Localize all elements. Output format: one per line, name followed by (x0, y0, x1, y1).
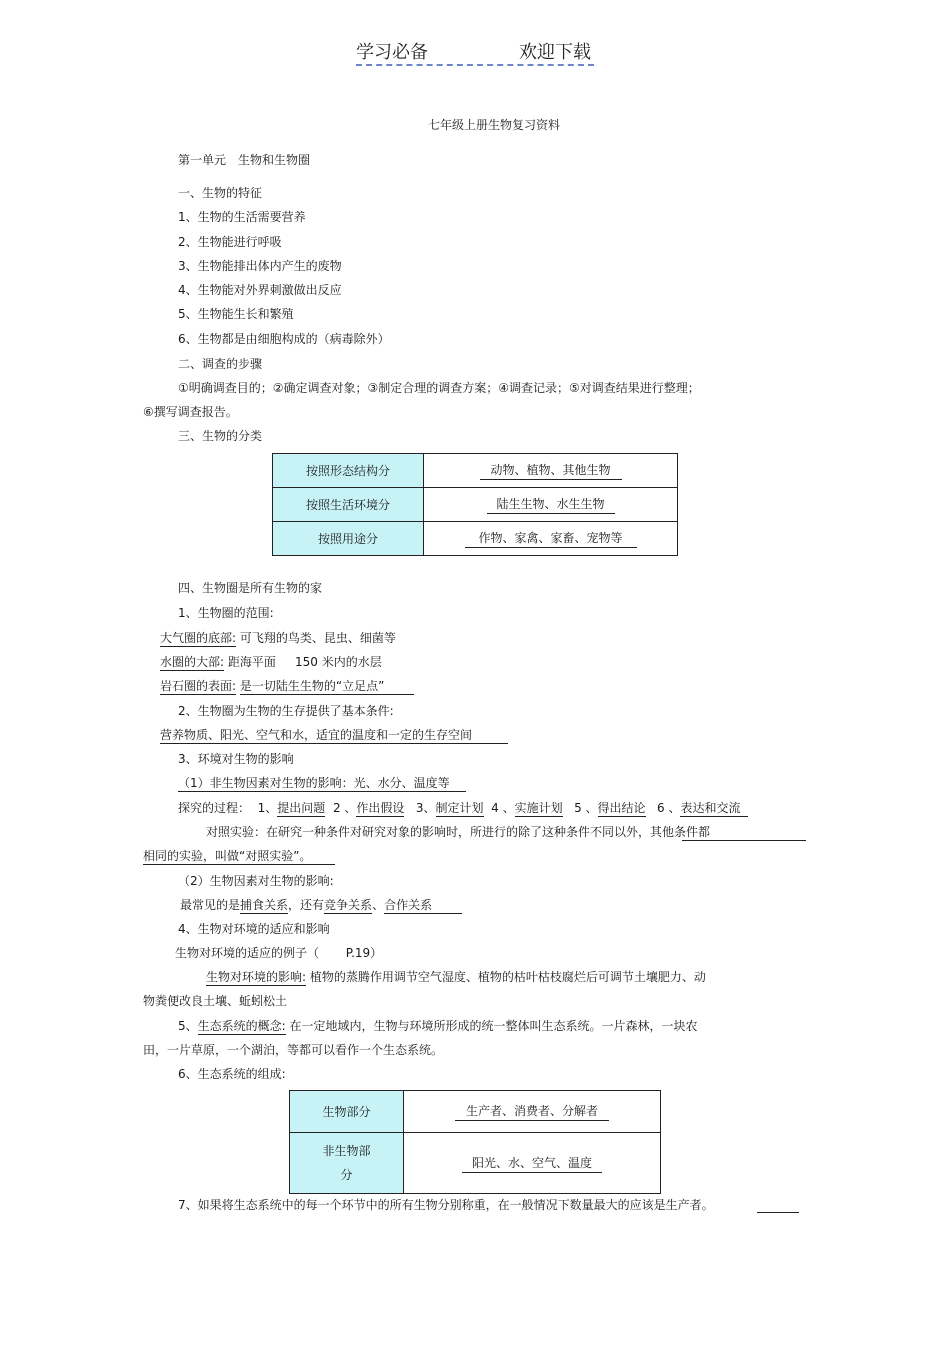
s1-heading: 一、生物的特征 (178, 186, 263, 200)
unit-heading: 第一单元 生物和生物圈 (178, 153, 311, 167)
eco-line2: 田，一片草原，一个湖泊，等都可以看作一个生态系统。 (143, 1043, 444, 1057)
step-text: 得出结论 (597, 801, 646, 815)
cond-line (160, 727, 508, 743)
env2-competition: 竞争关系 (324, 898, 373, 912)
env1-line (178, 775, 466, 791)
env2-title: （2）生物因素对生物的影响: (178, 874, 334, 888)
env-title: 3、环境对生物的影响 (178, 752, 294, 766)
cond-title: 2、生物圈为生物的生存提供了基本条件: (178, 704, 394, 718)
impact-label: 生物对环境的影响: (206, 970, 307, 984)
step-num: 3、 (415, 801, 436, 815)
classification-table (272, 453, 678, 556)
env2-line (180, 897, 462, 913)
s1-item: 5、生物能生长和繁殖 (178, 307, 294, 321)
table-row-value: 作物、家禽、家畜、宠物等 (465, 529, 637, 548)
eco-line1 (178, 1018, 698, 1034)
step-num: 5 、 (574, 801, 598, 815)
range-row-3 (160, 678, 414, 694)
table-row-label: 按照形态结构分 (273, 454, 424, 488)
step-text: 实施计划 (514, 801, 563, 815)
s1-item: 2、生物能进行呼吸 (178, 235, 282, 249)
eco-label: 生态系统的概念: (197, 1019, 286, 1033)
env2-predation: 捕食关系 (240, 898, 289, 912)
table-row-value: 陆生生物、水生生物 (487, 495, 615, 514)
explore-line (178, 800, 748, 816)
explore-label: 探究的过程： (178, 801, 251, 815)
header-left: 学习必备 (356, 42, 428, 63)
range-value: 是一切陆生生物的“立足点” (240, 679, 414, 695)
step-text: 表达和交流 (680, 801, 748, 817)
header-divider (356, 64, 594, 66)
control-line2-wrap (143, 848, 335, 864)
step-text: 制定计划 (435, 801, 484, 815)
range-value: 距海平面 (227, 655, 276, 669)
table-row-label: 按照生活环境分 (273, 488, 424, 522)
env2-text: 、 (372, 898, 385, 912)
impact-text: 植物的蒸腾作用调节空气湿度、植物的枯叶枯枝腐烂后可调节土壤肥力、动 (309, 970, 706, 984)
table-row-value: 动物、植物、其他生物 (480, 461, 622, 480)
s7-underline (757, 1212, 799, 1213)
s2-line2: ⑥撰写调查报告。 (143, 405, 238, 419)
header-right: 欢迎下载 (519, 42, 591, 63)
s1-item: 4、生物能对外界刺激做出反应 (178, 283, 342, 297)
range-value-depth: 150 米内的水层 (294, 655, 382, 669)
eco-num: 5、 (178, 1019, 198, 1033)
range-label: 大气圈的底部: (160, 631, 237, 645)
range-value: 可飞翔的鸟类、昆虫、细菌等 (239, 631, 396, 645)
s1-item: 1、生物的生活需要营养 (178, 210, 306, 224)
eco-text: 在一定地域内，生物与环境所形成的统一整体叫生态系统。一片森林，一块农 (289, 1019, 698, 1033)
s1-item: 3、生物能排出体内产生的废物 (178, 259, 342, 273)
range-label: 水圈的大部: (160, 655, 225, 669)
step-num: 2 、 (332, 801, 357, 815)
comp-label-line: 分 (340, 1168, 353, 1182)
adapt-title: 4、生物对环境的适应和影响 (178, 922, 330, 936)
adapt-ex-page: P.19） (345, 946, 383, 960)
comp-row-label (290, 1133, 404, 1194)
comp-label-line: 非生物部 (322, 1144, 371, 1158)
step-num: 4 、 (491, 801, 515, 815)
impact-line2: 物粪便改良土壤、蚯蚓松土 (143, 994, 288, 1008)
comp-row-value: 生产者、消费者、分解者 (455, 1102, 609, 1121)
s3-heading: 三、生物的分类 (178, 429, 263, 443)
range-title: 1、生物圈的范围: (178, 606, 274, 620)
comp-row-value: 阳光、水、空气、温度 (462, 1154, 602, 1173)
env2-text: ，还有 (288, 898, 325, 912)
adapt-example (175, 945, 382, 961)
comp-title: 6、生态系统的组成: (178, 1067, 286, 1081)
range-label: 岩石圈的表面: (160, 679, 237, 693)
step-num: 6 、 (657, 801, 681, 815)
s4-heading: 四、生物圈是所有生物的家 (178, 581, 323, 595)
doc-title: 七年级上册生物复习资料 (428, 118, 561, 132)
impact-line1 (206, 969, 706, 985)
s2-heading: 二、调查的步骤 (178, 357, 263, 371)
s2-line1: ①明确调查目的；②确定调查对象；③制定合理的调查方案；④调查记录；⑤对调查结果进行整理； (178, 381, 700, 395)
control-underline (682, 840, 806, 841)
table-row-label: 按照用途分 (273, 522, 424, 556)
s1-item: 6、生物都是由细胞构成的（病毒除外） (178, 332, 390, 346)
s7-line: 7、如果将生态系统中的每一个环节中的所有生物分别称重，在一般情况下数量最大的应该是生产者。 (178, 1198, 714, 1212)
env2-text: 最常见的是 (180, 898, 241, 912)
adapt-ex-text: 生物对环境的适应的例子（ (175, 946, 320, 960)
range-row-1 (160, 630, 396, 646)
step-num: 1、 (257, 801, 278, 815)
env2-cooperation: 合作关系 (384, 898, 462, 914)
composition-table (289, 1090, 661, 1194)
control-line2: 相同的实验，叫做“对照实验”。 (143, 849, 335, 865)
comp-row-label: 生物部分 (290, 1091, 404, 1133)
cond-text: 营养物质、阳光、空气和水，适宜的温度和一定的生存空间 (160, 728, 508, 744)
step-text: 提出问题 (277, 801, 326, 815)
env1-text: （1）非生物因素对生物的影响：光、水分、温度等 (178, 776, 466, 792)
step-text: 作出假设 (356, 801, 405, 815)
control-line1: 对照实验：在研究一种条件对研究对象的影响时，所进行的除了这种条件不同以外，其他条件都 (206, 825, 711, 839)
range-row-2 (160, 654, 382, 670)
